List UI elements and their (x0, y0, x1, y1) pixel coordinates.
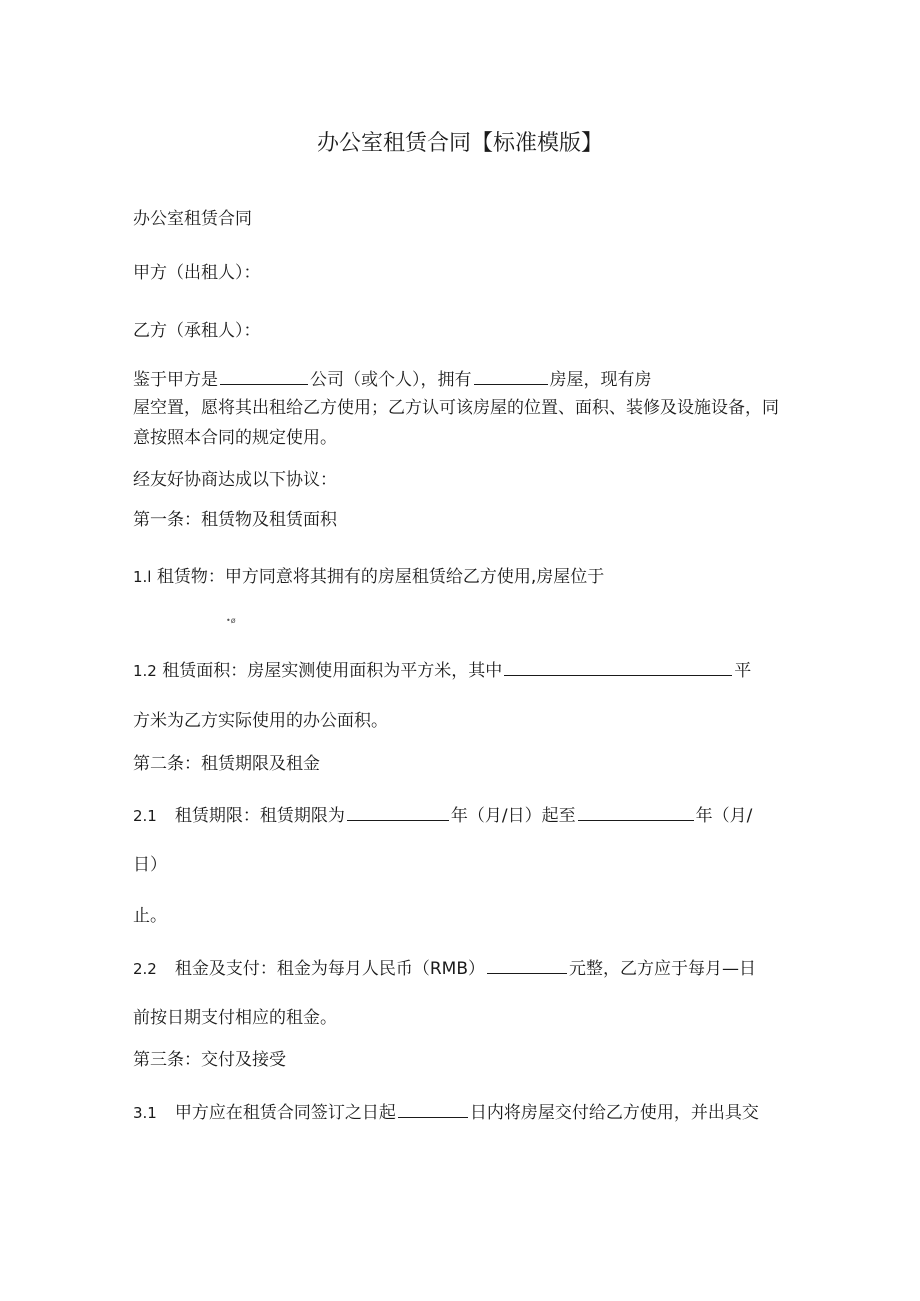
delivery-days-blank[interactable] (398, 1101, 468, 1118)
clause-1-2 (133, 659, 751, 682)
company-blank[interactable] (220, 368, 308, 385)
clause-2-1-text-3: 年（月/ (695, 806, 753, 826)
clause-1-2-line-2: 方米为乙方实际使用的办公面积。 (133, 711, 388, 731)
clause-2-1-text-2: 年（月/日）起至 (450, 806, 576, 826)
clause-1-2-tail: 平 (734, 661, 752, 681)
property-blank[interactable] (474, 368, 548, 385)
agreement-intro: 经友好协商达成以下协议： (133, 470, 337, 490)
clause-1-1-text: 租赁物：甲方同意将其拥有的房屋租赁给乙方使用,房屋位于 (156, 567, 605, 587)
article2-heading: 第二条：租赁期限及租金 (133, 754, 320, 774)
clause-2-1-number: 2.1 (133, 807, 157, 825)
document-title: 办公室租赁合同【标准模版】 (316, 131, 603, 156)
clause-2-1-text-1: 租赁期限：租赁期限为 (174, 806, 345, 826)
recital-line-3: 意按照本合同的规定使用。 (133, 428, 337, 448)
clause-2-2-text-1: 租金及支付：租金为每月人民币（RMB） (174, 959, 486, 979)
area-blank[interactable] (504, 659, 732, 676)
recital-text-3: 房屋，现有房 (549, 370, 652, 390)
scan-mark: •ø (226, 616, 236, 625)
recital-line-1 (133, 368, 652, 391)
clause-2-1-line-2: 日） (133, 855, 167, 875)
recital-line-2: 屋空置，愿将其出租给乙方使用；乙方认可该房屋的位置、面积、装修及设施设备，同 (133, 398, 779, 418)
clause-2-2-text-2: 元整，乙方应于每月—日 (569, 959, 757, 979)
clause-2-2-number: 2.2 (133, 960, 157, 978)
clause-1-2-number: 1.2 (133, 662, 157, 680)
clause-3-1-text-1: 甲方应在租赁合同签订之日起 (174, 1103, 396, 1123)
start-date-blank[interactable] (347, 804, 449, 821)
clause-3-1-number: 3.1 (133, 1104, 157, 1122)
clause-2-2-line-2: 前按日期支付相应的租金。 (133, 1008, 337, 1028)
recital-text-1: 鉴于甲方是 (133, 370, 218, 390)
article3-heading: 第三条：交付及接受 (133, 1050, 286, 1070)
clause-2-1-line-3: 止。 (133, 906, 167, 926)
clause-1-1 (133, 566, 604, 588)
clause-1-1-number: 1.l (133, 568, 152, 586)
clause-1-2-text: 租赁面积：房屋实测使用面积为平方米，其中 (162, 661, 503, 681)
subtitle: 办公室租赁合同 (133, 209, 252, 229)
article1-heading: 第一条：租赁物及租赁面积 (133, 510, 337, 530)
clause-3-1-text-2: 日内将房屋交付给乙方使用，并出具交 (469, 1103, 759, 1123)
recital-text-2: 公司（或个人），拥有 (310, 370, 472, 390)
clause-2-1 (133, 804, 752, 827)
clause-2-2 (133, 957, 756, 980)
party-a-line: 甲方（出租人）： (133, 263, 261, 283)
rent-blank[interactable] (487, 957, 567, 974)
end-date-blank[interactable] (578, 804, 694, 821)
party-b-line: 乙方（承租人）： (133, 321, 261, 341)
clause-3-1 (133, 1101, 759, 1124)
